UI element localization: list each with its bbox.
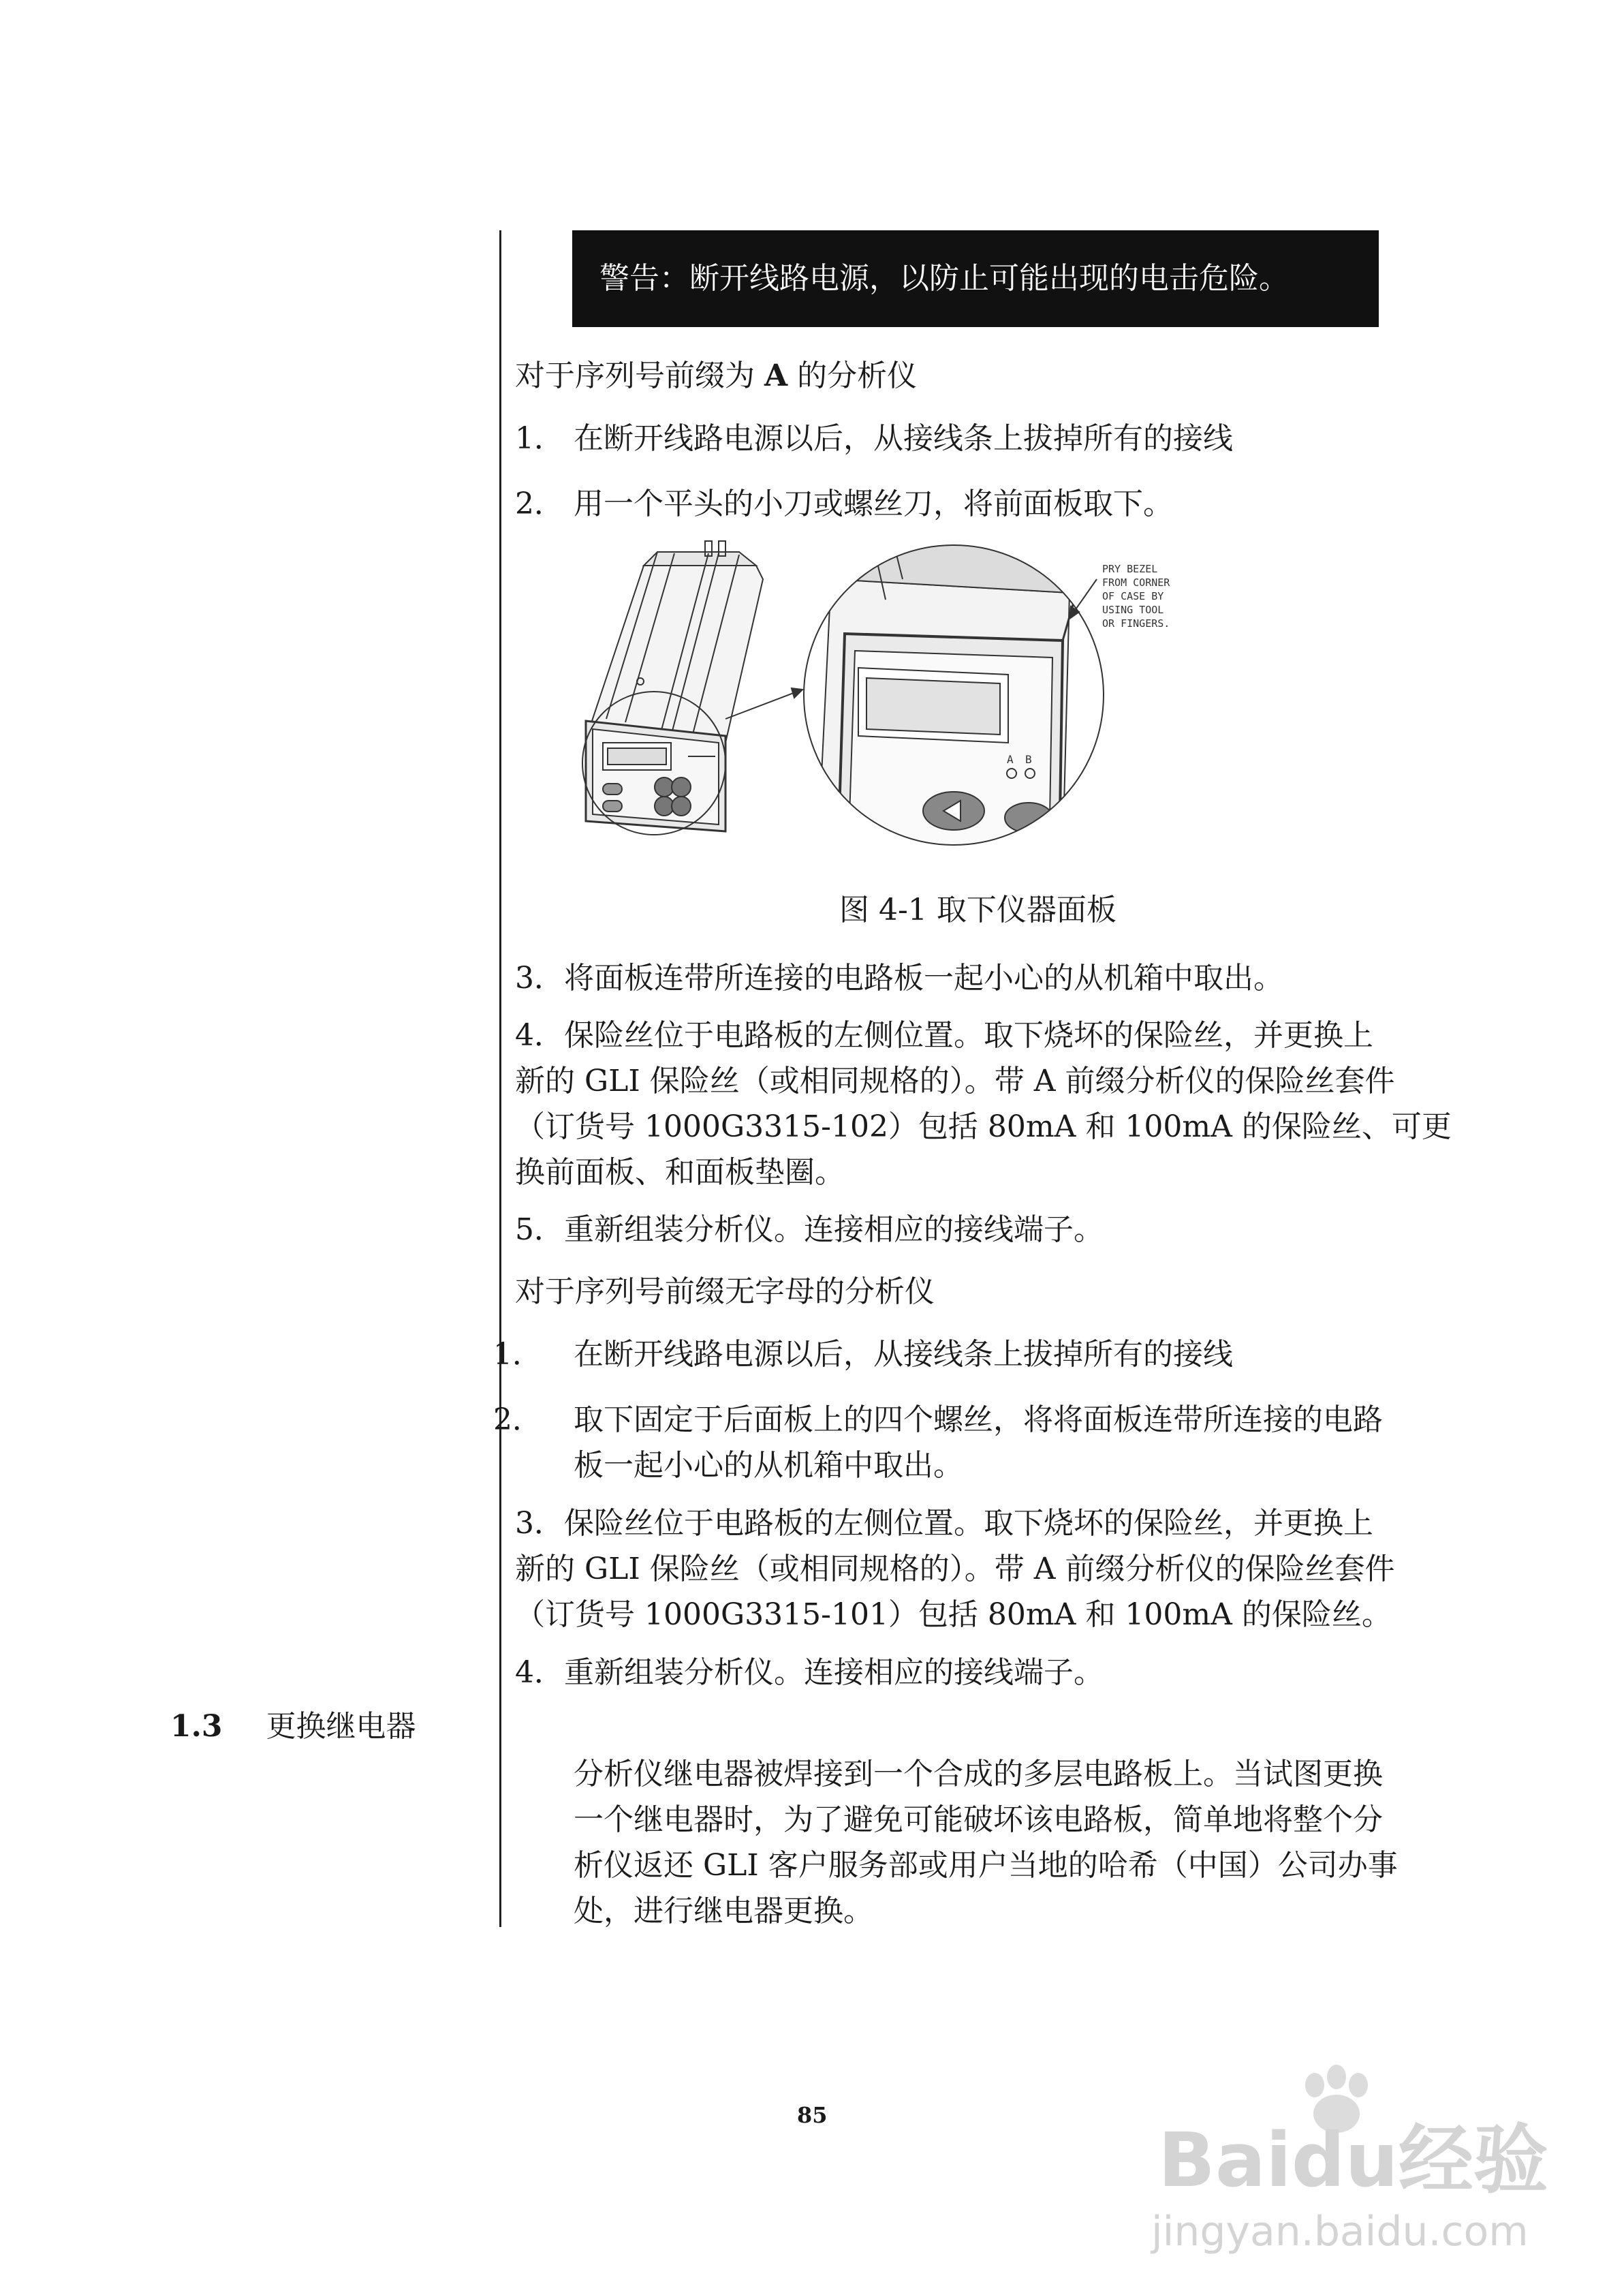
section-a-step-1: 1． 在断开线路电源以后，从接线条上拔掉所有的接线 — [515, 421, 1233, 456]
heading-text: 对于序列号前缀为 — [515, 358, 764, 393]
section-b-step-1: 在断开线路电源以后，从接线条上拔掉所有的接线 — [574, 1337, 1233, 1372]
section-b-step-2-number: 2． — [493, 1402, 542, 1437]
callout-line: PRY BEZEL — [1102, 563, 1158, 575]
warning-text: 警告：断开线路电源，以防止可能出现的电击危险。 — [599, 261, 1289, 296]
section-a-step-5: 5．重新组装分析仪。连接相应的接线端子。 — [515, 1212, 1104, 1247]
callout-line: OF CASE BY — [1102, 590, 1164, 602]
figure-remove-bezel — [572, 538, 1172, 859]
paragraph-line: 新的 GLI 保险丝（或相同规格的）。带 A 前缀分析仪的保险丝套件 — [515, 1064, 1395, 1098]
section-1-3-body — [574, 1751, 1398, 1934]
analyzer-illustration — [582, 541, 763, 835]
paragraph-line: 新的 GLI 保险丝（或相同规格的）。带 A 前缀分析仪的保险丝套件 — [515, 1552, 1395, 1586]
section-b-step-1-number: 1． — [493, 1337, 542, 1372]
heading-text-end: 的分析仪 — [787, 358, 918, 393]
paragraph-line: 取下固定于后面板上的四个螺丝，将将面板连带所连接的电路 — [574, 1402, 1383, 1437]
section-a-step-4 — [515, 1013, 1452, 1195]
paragraph-line: 分析仪继电器被焊接到一个合成的多层电路板上。当试图更换 — [574, 1757, 1383, 1791]
watermark-brand: Baidu经验 — [1158, 2116, 1548, 2204]
warning-banner — [572, 230, 1379, 327]
paragraph-line: 一个继电器时，为了避免可能破坏该电路板，简单地将整个分 — [574, 1802, 1383, 1837]
callout-line: USING TOOL — [1102, 604, 1164, 616]
section-b-heading: 对于序列号前缀无字母的分析仪 — [515, 1274, 935, 1309]
callout-line: OR FINGERS. — [1102, 617, 1170, 630]
section-b-step-3 — [515, 1500, 1394, 1637]
section-title: 更换继电器 — [266, 1709, 416, 1744]
led-label-b: B — [1025, 753, 1032, 766]
led-label-a: A — [1007, 753, 1014, 766]
paragraph-line: 换前面板、和面板垫圈。 — [515, 1155, 845, 1190]
paragraph-line: 3．保险丝位于电路板的左侧位置。取下烧坏的保险丝，并更换上 — [515, 1506, 1373, 1541]
section-a-heading — [515, 354, 917, 398]
figure-caption: 图 4-1 取下仪器面板 — [839, 893, 1116, 927]
section-a-step-3: 3．将面板连带所连接的电路板一起小心的从机箱中取出。 — [515, 961, 1283, 996]
page-number: 85 — [797, 2102, 828, 2128]
callout-line: FROM CORNER — [1102, 576, 1170, 589]
paragraph-line: 析仪返还 GLI 客户服务部或用户当地的哈希（中国）公司办事 — [574, 1848, 1398, 1883]
watermark-url: jingyan.baidu.com — [1151, 2208, 1529, 2255]
zoom-detail — [797, 538, 1124, 859]
paragraph-line: 4．保险丝位于电路板的左侧位置。取下烧坏的保险丝，并更换上 — [515, 1018, 1373, 1053]
paragraph-line: 板一起小心的从机箱中取出。 — [574, 1448, 963, 1483]
paragraph-line: （订货号 1000G3315-102）包括 80mA 和 100mA 的保险丝、可更 — [515, 1109, 1452, 1144]
callout-text — [1102, 563, 1170, 630]
section-1-3-heading — [170, 1705, 416, 1749]
section-a-step-2: 2． 用一个平头的小刀或螺丝刀，将前面板取下。 — [515, 487, 1173, 521]
heading-prefix-letter: A — [764, 358, 788, 393]
section-number: 1.3 — [170, 1709, 223, 1744]
paragraph-line: 处，进行继电器更换。 — [574, 1894, 873, 1928]
section-b-step-2 — [574, 1397, 1383, 1488]
margin-rule — [499, 230, 501, 1927]
paragraph-line: （订货号 1000G3315-101）包括 80mA 和 100mA 的保险丝。 — [515, 1597, 1392, 1632]
section-b-step-4: 4．重新组装分析仪。连接相应的接线端子。 — [515, 1655, 1104, 1690]
